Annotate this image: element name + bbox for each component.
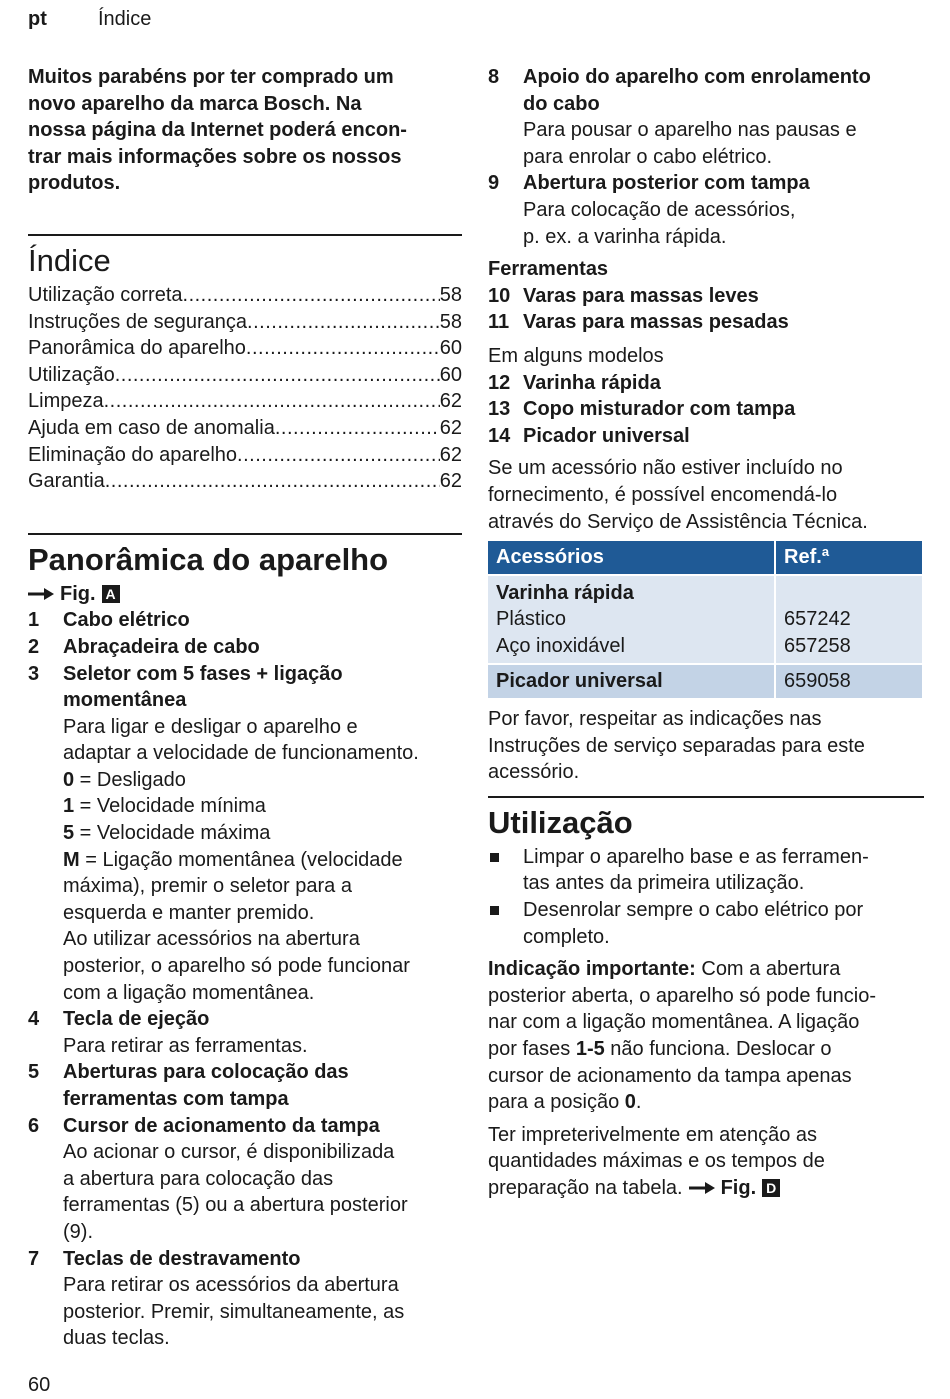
model-item	[488, 423, 924, 450]
part-item	[28, 1059, 462, 1112]
part-title: Varas para massas pesadas	[523, 311, 789, 334]
important-note-label: Indicação importante:	[488, 958, 696, 981]
speed-text: = Ligação momentânea (velocidade	[79, 848, 403, 871]
section-divider	[488, 796, 924, 798]
toc-entry[interactable]	[28, 415, 462, 442]
toc-leader	[183, 282, 440, 309]
part-description: adaptar a velocidade de funcionamento.	[63, 742, 419, 765]
section-divider	[28, 533, 462, 535]
part-title: Apoio do aparelho com enrolamento	[523, 66, 871, 88]
part-description: (9).	[63, 1220, 93, 1243]
toc-entry[interactable]	[28, 442, 462, 469]
part-item	[28, 1006, 462, 1059]
part-number: 7	[28, 1247, 40, 1270]
note-line: por fases 1-5 não funciona. Deslocar o	[488, 1038, 832, 1060]
speed-text: = Desligado	[74, 768, 186, 791]
speed-key: 0	[63, 768, 75, 791]
note-line: Com a abertura	[695, 958, 841, 981]
bullet-square-icon	[488, 897, 523, 950]
left-column	[28, 64, 462, 1352]
intro-line: trar mais informações sobre os nossos	[28, 145, 402, 168]
final-note	[488, 1122, 924, 1202]
part-number: 2	[28, 635, 40, 658]
part-title: Cursor de acionamento da tampa	[63, 1114, 380, 1137]
note-line: nar com a ligação momentânea. A ligação	[488, 1011, 860, 1034]
toc-entry-page: 62	[439, 416, 462, 439]
table-row	[488, 576, 922, 664]
respect-note	[488, 706, 924, 786]
intro-line: produtos.	[28, 172, 121, 195]
intro-line: nossa página da Internet poderá encon-	[28, 119, 407, 142]
part-title: Picador universal	[523, 424, 690, 447]
part-title: Abertura posterior com tampa	[523, 172, 810, 195]
bullet-line: completo.	[523, 925, 610, 948]
part-number: 13	[488, 398, 511, 421]
toc-entry[interactable]	[28, 335, 462, 362]
part-description: p. ex. a varinha rápida.	[523, 225, 727, 248]
model-item	[488, 370, 924, 397]
respect-note-line: Instruções de serviço separadas para este	[488, 734, 865, 757]
part-number: 10	[488, 284, 511, 307]
part-title: momentânea	[63, 689, 187, 712]
part-number: 3	[28, 662, 40, 685]
part-description: Ao utilizar acessórios na abertura	[63, 928, 360, 951]
part-description: duas teclas.	[63, 1327, 170, 1350]
toc-entry[interactable]	[28, 309, 462, 336]
part-number: 6	[28, 1114, 40, 1137]
part-item	[488, 64, 924, 170]
speed-key: 5	[63, 822, 75, 845]
part-item	[488, 170, 924, 250]
part-item	[28, 661, 462, 1007]
part-number: 4	[28, 1008, 40, 1031]
table-item-ref: 659058	[776, 665, 922, 698]
speed-text: = Velocidade máxima	[74, 822, 271, 845]
intro-line: novo aparelho da marca Bosch. Na	[28, 92, 362, 115]
page-number: 60	[28, 1374, 51, 1396]
speed-text: = Velocidade mínima	[74, 795, 266, 818]
intro-paragraph	[28, 64, 462, 197]
right-column	[488, 64, 924, 1202]
figure-reference	[28, 581, 462, 608]
bullet-line: Limpar o aparelho base e as ferramen-	[523, 845, 869, 868]
toc-title: Índice	[28, 242, 111, 278]
table-cell	[488, 576, 774, 664]
part-description: posterior, o aparelho só pode funcionar	[63, 955, 410, 978]
toc-entry-label: Utilização	[28, 363, 115, 386]
part-description: Para ligar e desligar o aparelho e	[63, 715, 358, 738]
part-description: com a ligação momentânea.	[63, 981, 315, 1004]
toc-entry-page: 62	[439, 443, 462, 466]
part-title: Cabo elétrico	[63, 609, 190, 632]
toc-entry[interactable]	[28, 362, 462, 389]
toc-leader	[247, 309, 440, 336]
part-number: 1	[28, 609, 40, 632]
toc-leader	[105, 468, 440, 495]
accessories-table	[486, 539, 924, 700]
note-line: posterior aberta, o aparelho só pode funcio-	[488, 984, 877, 1007]
figure-letter-badge: D	[762, 1179, 780, 1197]
table-header-ref: Ref.ª	[776, 541, 922, 574]
figure-label: Fig.	[60, 582, 96, 605]
speed-setting	[63, 793, 462, 820]
part-number: 11	[488, 311, 510, 334]
final-note-line: preparação na tabela. Fig. D	[488, 1175, 924, 1202]
part-title: Varinha rápida	[523, 371, 661, 394]
part-title: Varas para massas leves	[523, 284, 759, 307]
speed-setting	[63, 767, 462, 794]
tools-heading: Ferramentas	[488, 258, 609, 281]
part-title: Aberturas para colocação das	[63, 1061, 349, 1084]
toc-entry-label: Ajuda em caso de anomalia	[28, 416, 275, 439]
part-item	[28, 607, 462, 634]
toc-list	[28, 282, 462, 495]
speed-setting	[63, 820, 462, 847]
models-heading: Em alguns modelos	[488, 344, 664, 367]
part-description: para enrolar o cabo elétrico.	[523, 145, 773, 168]
arrow-right-icon	[689, 1180, 715, 1196]
part-title: do cabo	[523, 92, 600, 115]
table-item-name: Aço inoxidável	[496, 634, 625, 657]
overview-title: Panorâmica do aparelho	[28, 541, 389, 577]
intro-line: Muitos parabéns por ter comprado um	[28, 66, 394, 88]
bullet-line: tas antes da primeira utilização.	[523, 872, 805, 895]
table-item-ref: 657242	[784, 608, 851, 631]
usage-title: Utilização	[488, 804, 633, 840]
part-number: 12	[488, 371, 511, 394]
speed-key: M	[63, 848, 80, 871]
figure-label: Fig.	[720, 1176, 757, 1199]
toc-entry[interactable]	[28, 388, 462, 415]
note-line: para a posição 0.	[488, 1091, 642, 1114]
order-info-line: através do Serviço de Assistência Técnica.	[488, 510, 868, 533]
table-group-title: Varinha rápida	[496, 581, 634, 604]
part-title: Abraçadeira de cabo	[63, 635, 260, 658]
speed-text: máxima), premir o seletor para a	[63, 875, 352, 898]
toc-entry[interactable]	[28, 282, 462, 309]
toc-entry-label: Eliminação do aparelho	[28, 443, 238, 466]
speed-key: 1	[63, 795, 75, 818]
final-note-line: quantidades máximas e os tempos de	[488, 1150, 825, 1173]
table-item-name: Picador universal	[488, 665, 774, 698]
bullet-line: Desenrolar sempre o cabo elétrico por	[523, 899, 864, 922]
toc-leader	[115, 362, 440, 389]
toc-entry-label: Panorâmica do aparelho	[28, 337, 246, 360]
table-item-ref: 657258	[784, 634, 851, 657]
part-number: 14	[488, 424, 511, 447]
part-description: ferramentas (5) ou a abertura posterior	[63, 1194, 408, 1217]
toc-entry-page: 58	[439, 283, 462, 306]
toc-leader	[275, 415, 440, 442]
table-header-row	[488, 541, 922, 574]
toc-entry-label: Utilização correta	[28, 283, 183, 306]
header-language: pt	[28, 8, 47, 30]
usage-bullet	[488, 844, 924, 897]
part-title: Seletor com 5 fases + ligação	[63, 662, 343, 685]
respect-note-line: Por favor, respeitar as indicações nas	[488, 708, 822, 731]
note-line: cursor de acionamento da tampa apenas	[488, 1064, 852, 1087]
part-description: Para retirar as ferramentas.	[63, 1034, 308, 1057]
table-row	[488, 665, 922, 698]
toc-entry-label: Garantia	[28, 470, 105, 493]
toc-leader	[237, 442, 440, 469]
part-number: 9	[488, 172, 500, 195]
toc-entry-label: Limpeza	[28, 390, 104, 413]
part-description: Para retirar os acessórios da abertura	[63, 1274, 399, 1297]
toc-entry-page: 60	[439, 363, 462, 386]
part-description: Ao acionar o cursor, é disponibilizada	[63, 1141, 395, 1164]
part-description: posterior. Premir, simultaneamente, as	[63, 1300, 405, 1323]
part-item	[28, 1113, 462, 1246]
arrow-right-icon	[28, 586, 54, 602]
order-info-line: fornecimento, é possível encomendá-lo	[488, 483, 838, 506]
toc-entry[interactable]	[28, 468, 462, 495]
part-number: 8	[488, 66, 500, 88]
header-title: Índice	[98, 8, 152, 30]
table-item-name: Plástico	[496, 608, 567, 631]
part-description: Para colocação de acessórios,	[523, 198, 796, 221]
part-item	[28, 1246, 462, 1352]
toc-leader	[246, 335, 440, 362]
tool-item	[488, 309, 924, 336]
part-title: Teclas de destravamento	[63, 1247, 301, 1270]
table-cell	[776, 576, 922, 664]
model-item	[488, 396, 924, 423]
toc-entry-page: 60	[439, 337, 462, 360]
part-title: ferramentas com tampa	[63, 1088, 289, 1110]
part-number: 5	[28, 1061, 40, 1084]
order-info	[488, 455, 924, 535]
bullet-square-icon	[488, 844, 523, 897]
section-divider	[28, 234, 462, 236]
part-item	[28, 634, 462, 661]
usage-bullet	[488, 897, 924, 950]
toc-entry-label: Instruções de segurança	[28, 310, 248, 333]
speed-text: esquerda e manter premido.	[63, 901, 315, 924]
order-info-line: Se um acessório não estiver incluído no	[488, 457, 843, 480]
speed-setting	[63, 847, 462, 874]
part-description: Para pousar o aparelho nas pausas e	[523, 119, 857, 142]
toc-entry-page: 62	[439, 390, 462, 413]
table-header-accessories: Acessórios	[488, 541, 774, 574]
part-description: a abertura para colocação das	[63, 1167, 334, 1190]
toc-leader	[104, 388, 440, 415]
important-note	[488, 956, 924, 1116]
figure-letter-badge: A	[102, 585, 120, 603]
respect-note-line: acessório.	[488, 761, 580, 784]
toc-entry-page: 62	[439, 470, 462, 493]
part-title: Copo misturador com tampa	[523, 398, 796, 421]
part-title: Tecla de ejeção	[63, 1008, 210, 1031]
toc-entry-page: 58	[439, 310, 462, 333]
final-note-line: Ter impreterivelmente em atenção as	[488, 1123, 818, 1146]
tool-item	[488, 283, 924, 310]
